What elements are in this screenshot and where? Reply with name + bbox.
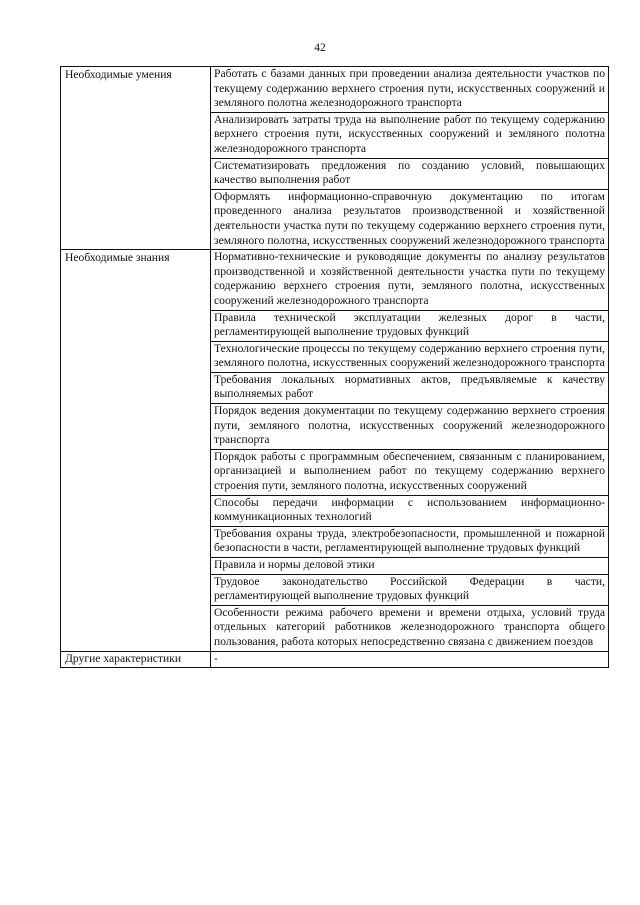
- requirement-item: -: [211, 651, 609, 668]
- characteristics-table-body: [61, 67, 609, 668]
- table-row: [61, 651, 609, 668]
- section-label-other: Другие характеристики: [61, 651, 211, 668]
- requirement-item: Требования охраны труда, электробезопасности, промышленной и пожарной безопасности в части, регламентирующей выполнение трудовых функций: [211, 526, 609, 557]
- requirement-item: Систематизировать предложения по созданию условий, повышающих качество выполнения работ: [211, 158, 609, 189]
- requirement-item: Порядок ведения документации по текущему содержанию верхнего строения пути, земляного полотна, искусственных сооружений железнодорожного транспорта: [211, 404, 609, 450]
- requirement-item: Особенности режима рабочего времени и времени отдыха, условий труда отдельных категорий работников железнодорожного транспорта общего пользования, работа которых непосредственно связана с движением поездов: [211, 605, 609, 651]
- requirement-item: Требования локальных нормативных актов, предъявляемые к качеству выполняемых работ: [211, 372, 609, 403]
- requirement-item: Нормативно-технические и руководящие документы по анализу результатов производственной и хозяйственной деятельности участка пути по текущему содержанию верхнего строения пути, земляного полотна, искусственных сооружений железнодорожного транспорта: [211, 250, 609, 310]
- requirement-item: Порядок работы с программным обеспечением, связанным с планированием, организацией и выполнением работ по текущему содержанию верхнего строения пути, земляного полотна, искусственных сооружений: [211, 449, 609, 495]
- requirement-item: Анализировать затраты труда на выполнение работ по текущему содержанию верхнего строения пути, искусственных сооружений и земляного полотна железнодорожного транспорта: [211, 112, 609, 158]
- characteristics-table: [60, 66, 609, 668]
- table-row: [61, 67, 609, 113]
- table-row: [61, 250, 609, 310]
- page-number: 42: [314, 42, 326, 54]
- section-label-skills: Необходимые умения: [61, 67, 211, 250]
- requirement-item: Работать с базами данных при проведении анализа деятельности участков по текущему содержанию верхнего строения пути, искусственных сооружений и земляного полотна железнодорожного транспорта: [211, 67, 609, 113]
- section-label-knowledge: Необходимые знания: [61, 250, 211, 651]
- requirement-item: Оформлять информационно-справочную документацию по итогам проведенного анализа результатов производственной и хозяйственной деятельности участка пути по текущему содержанию верхнего строения пути, земляного полотна, искусственных сооружений железнодорожного транспорта: [211, 189, 609, 249]
- requirement-item: Технологические процессы по текущему содержанию верхнего строения пути, земляного полотна, искусственных сооружений железнодорожного транспорта: [211, 341, 609, 372]
- requirement-item: Трудовое законодательство Российской Федерации в части, регламентирующей выполнение трудовых функций: [211, 574, 609, 605]
- requirement-item: Правила и нормы деловой этики: [211, 558, 609, 575]
- requirement-item: Способы передачи информации с использованием информационно-коммуникационных технологий: [211, 495, 609, 526]
- requirement-item: Правила технической эксплуатации железных дорог в части, регламентирующей выполнение трудовых функций: [211, 310, 609, 341]
